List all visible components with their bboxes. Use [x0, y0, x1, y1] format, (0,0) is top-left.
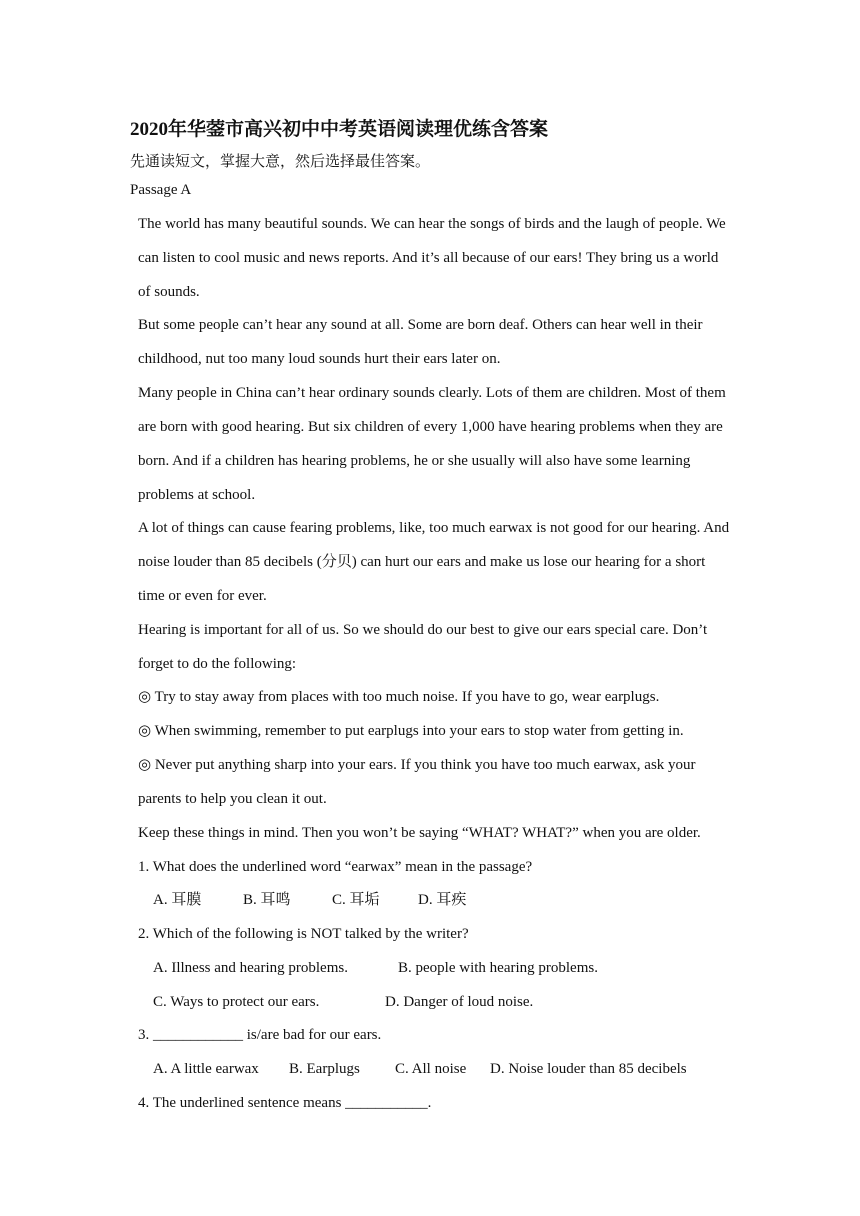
question-option: B. people with hearing problems.: [398, 960, 598, 976]
question-option: D. Danger of loud noise.: [385, 994, 534, 1010]
passage-line: The world has many beautiful sounds. We can hear the songs of birds and the laugh of people. We: [138, 216, 726, 232]
question-stem: 4. The underlined sentence means ___________.: [138, 1095, 432, 1111]
question-option: D. Noise louder than 85 decibels: [490, 1061, 687, 1077]
question-stem: 2. Which of the following is NOT talked by the writer?: [138, 926, 469, 942]
passage-line: Keep these things in mind. Then you won’t be saying “WHAT? WHAT?” when you are older.: [138, 825, 701, 841]
question-option: C. All noise: [395, 1061, 467, 1077]
question-option: D. 耳疾: [418, 892, 467, 908]
passage-line: time or even for ever.: [138, 588, 267, 604]
instruction-text: 先通读短文，掌握大意，然后选择最佳答案。: [130, 154, 431, 170]
question-stem: 1. What does the underlined word “earwax” mean in the passage?: [138, 859, 533, 875]
question-option: C. Ways to protect our ears.: [153, 994, 320, 1010]
bullet-item: ◎ Try to stay away from places with too much noise. If you have to go, wear earplugs.: [138, 689, 660, 705]
passage-line: of sounds.: [138, 284, 200, 300]
question-option: C. 耳垢: [332, 892, 380, 908]
passage-line: can listen to cool music and news reports. And it’s all because of our ears! They bring us a world: [138, 250, 719, 266]
bullet-item: ◎ When swimming, remember to put earplugs into your ears to stop water from getting in.: [138, 723, 684, 739]
passage-line: A lot of things can cause fearing problems, like, too much earwax is not good for our hearing. And: [138, 520, 730, 536]
passage-line: are born with good hearing. But six children of every 1,000 have hearing problems when they are: [138, 419, 723, 435]
passage-line: problems at school.: [138, 487, 256, 503]
passage-line: born. And if a children has hearing problems, he or she usually will also have some learning: [138, 453, 691, 469]
bullet-item: ◎ Never put anything sharp into your ears. If you think you have too much earwax, ask your: [138, 757, 696, 773]
passage-line: Hearing is important for all of us. So we should do our best to give our ears special care. Don’t: [138, 622, 708, 638]
passage-line: But some people can’t hear any sound at all. Some are born deaf. Others can hear well in their: [138, 317, 703, 333]
question-option: A. A little earwax: [153, 1061, 259, 1077]
passage-label: Passage A: [130, 182, 192, 198]
passage-line: parents to help you clean it out.: [138, 791, 327, 807]
question-option: B. Earplugs: [289, 1061, 360, 1077]
passage-line: forget to do the following:: [138, 656, 297, 672]
passage-line: noise louder than 85 decibels (分贝) can hurt our ears and make us lose our hearing for a short: [138, 554, 706, 570]
passage-line: childhood, nut too many loud sounds hurt their ears later on.: [138, 351, 501, 367]
question-option: B. 耳鸣: [243, 892, 291, 908]
document-title: 2020年华蓥市高兴初中中考英语阅读理优练含答案: [130, 119, 549, 140]
question-stem: 3. ____________ is/are bad for our ears.: [138, 1027, 382, 1043]
passage-line: Many people in China can’t hear ordinary sounds clearly. Lots of them are children. Most of them: [138, 385, 726, 401]
question-option: A. Illness and hearing problems.: [153, 960, 348, 976]
question-option: A. 耳膜: [153, 892, 202, 908]
